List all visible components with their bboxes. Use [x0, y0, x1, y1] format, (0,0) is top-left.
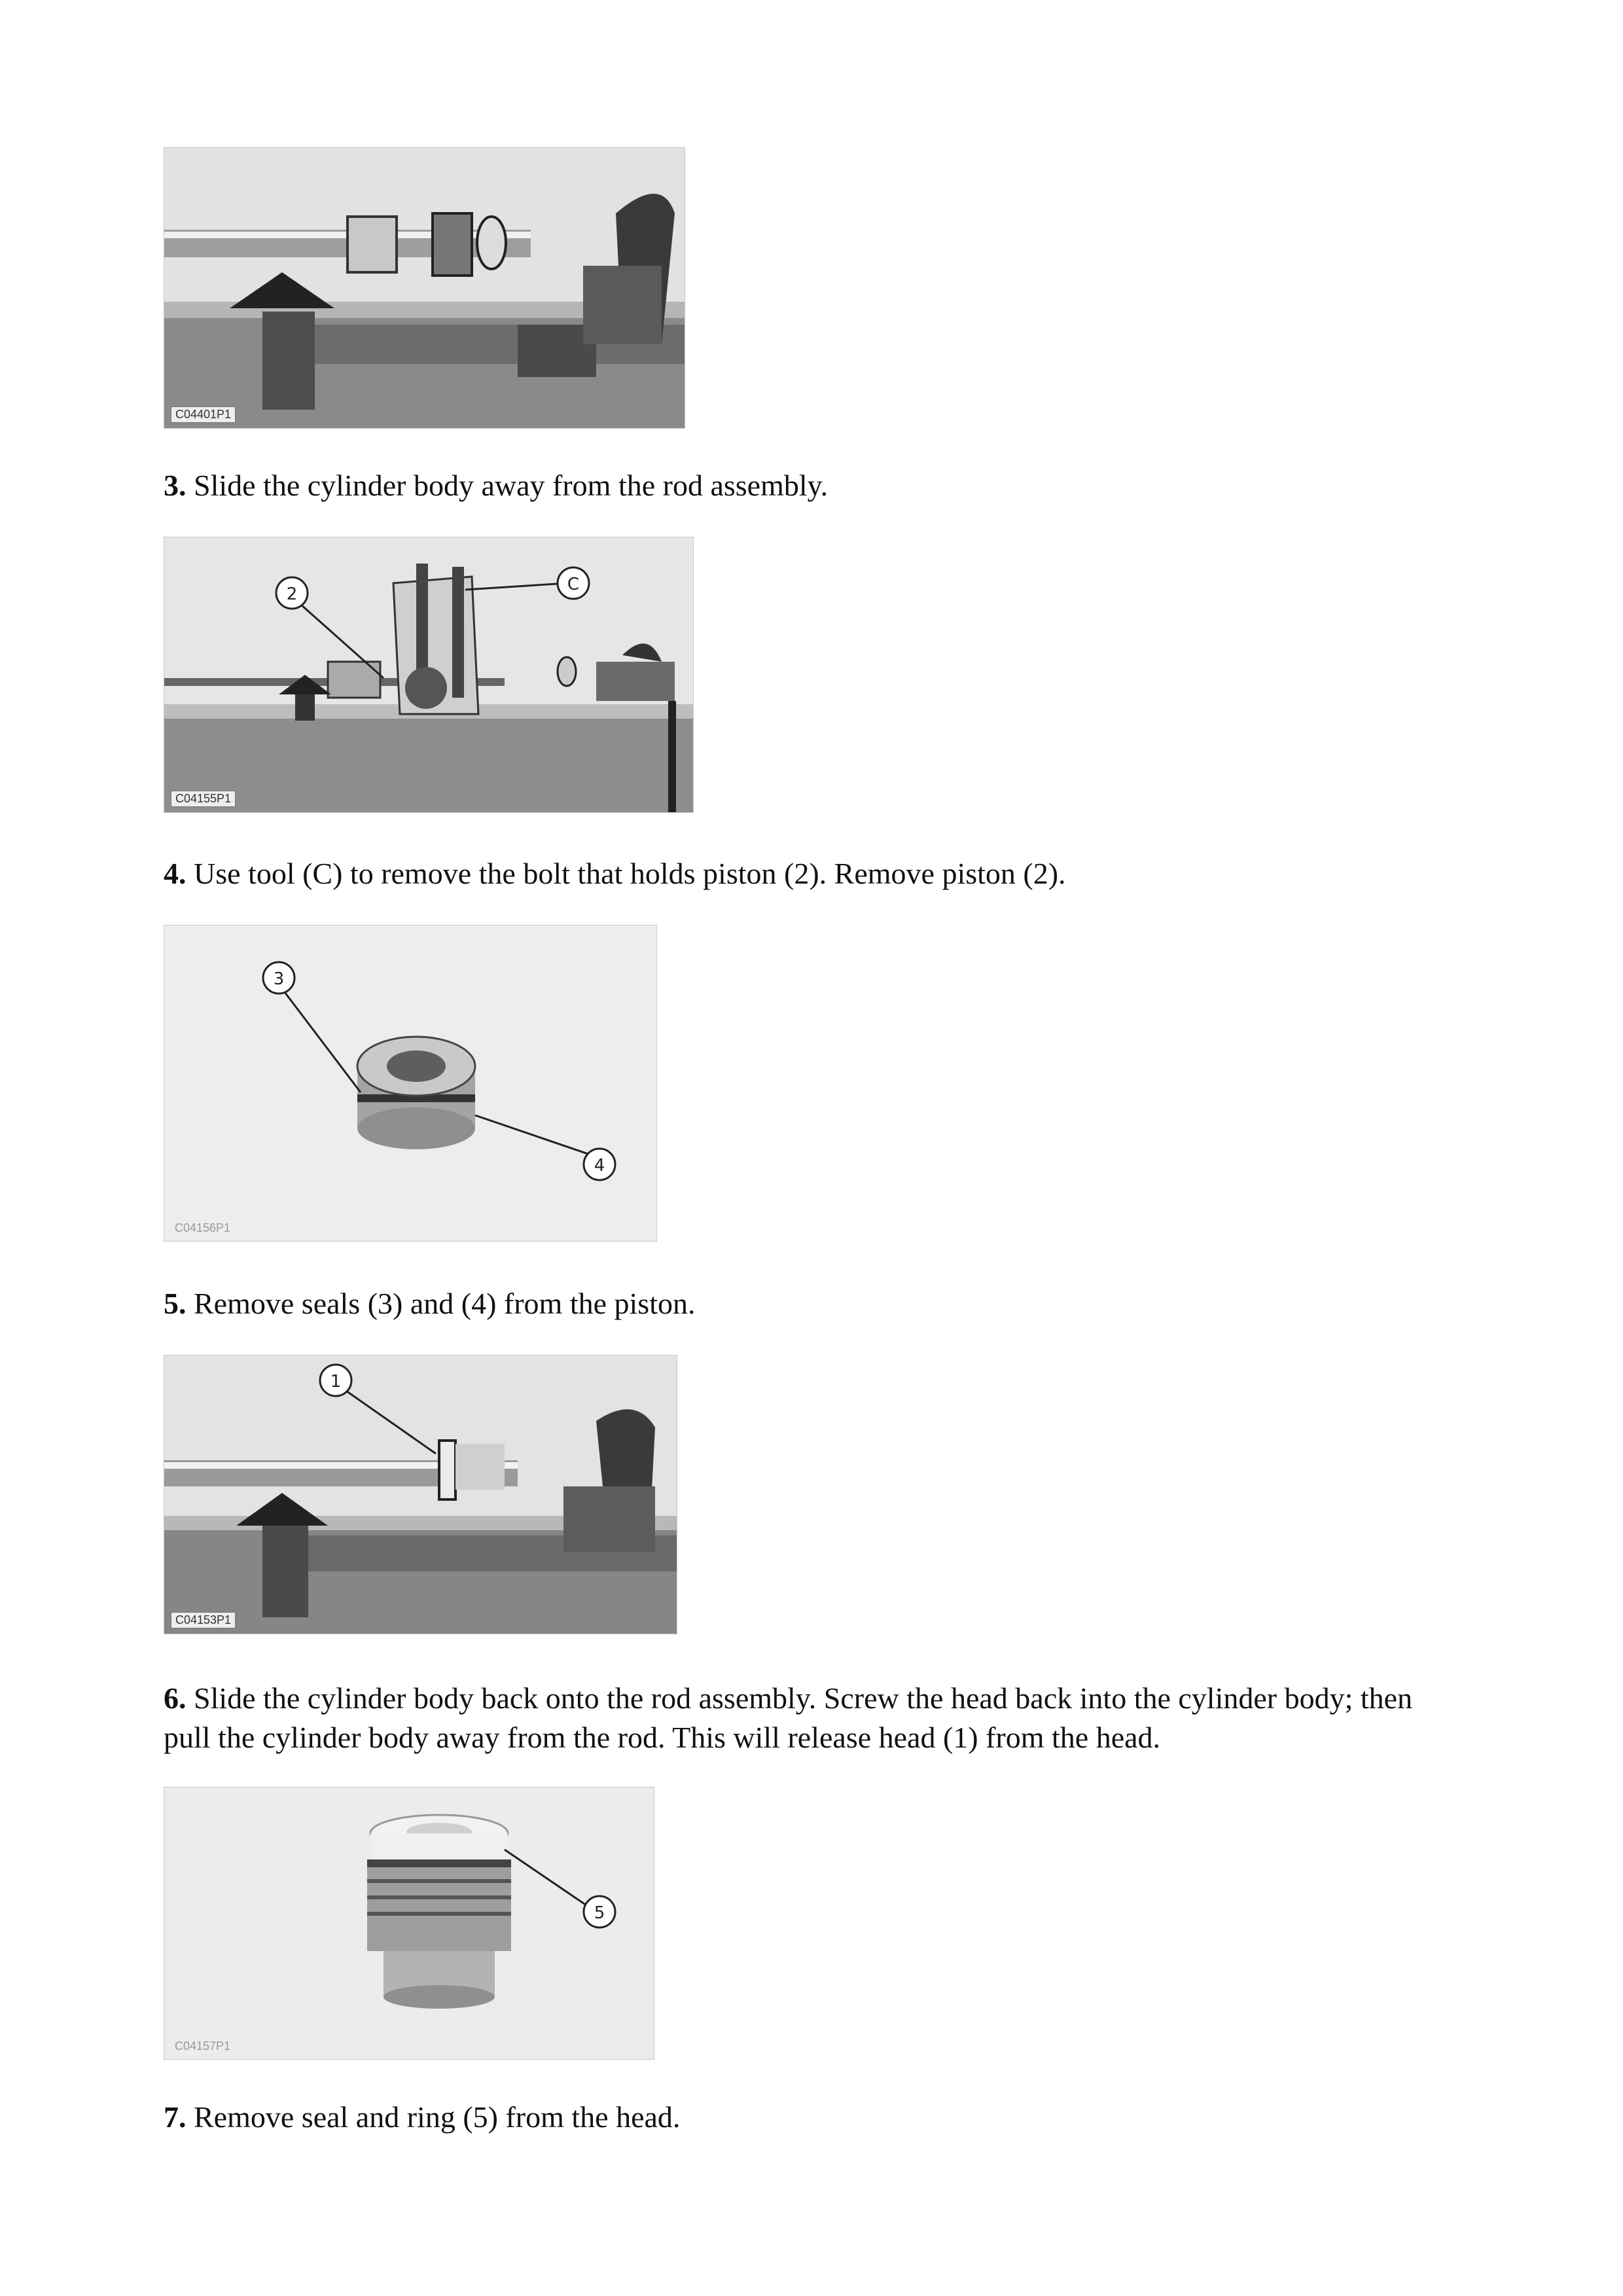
callout-c: C — [567, 575, 580, 594]
step-text: Remove seal and ring (5) from the head. — [194, 2100, 681, 2134]
step-5 — [164, 1284, 1466, 1323]
step-text: Slide the cylinder body away from the rod assembly. — [194, 469, 829, 502]
figure-code: C04156P1 — [175, 1221, 231, 1234]
step-number: 3. — [164, 469, 187, 502]
figure-piston-removal-tool — [164, 537, 694, 813]
figure-code: C04401P1 — [171, 406, 236, 423]
step-number: 6. — [164, 1681, 187, 1715]
step-7 — [164, 2098, 1466, 2137]
step-text: Slide the cylinder body back onto the rod assembly. Screw the head back into the cylinder body; then pull the cylinder body away from the rod. This will release head (1) from the head. — [164, 1681, 1413, 1754]
callout-5: 5 — [594, 1903, 605, 1923]
step-3 — [164, 466, 1466, 505]
figure-code: C04153P1 — [171, 1612, 236, 1628]
figure-code: C04155P1 — [171, 791, 236, 807]
step-number: 4. — [164, 857, 187, 890]
step-number: 5. — [164, 1287, 187, 1320]
figure-piston-seals — [164, 925, 657, 1242]
callout-3: 3 — [273, 969, 285, 989]
figure-head-release — [164, 1355, 677, 1634]
step-number: 7. — [164, 2100, 187, 2134]
step-4 — [164, 854, 1466, 893]
callout-1: 1 — [330, 1372, 342, 1391]
step-text: Remove seals (3) and (4) from the piston. — [194, 1287, 696, 1320]
step-6 — [164, 1679, 1466, 1757]
figure-code: C04157P1 — [175, 2039, 231, 2053]
step-text: Use tool (C) to remove the bolt that holds piston (2). Remove piston (2). — [194, 857, 1066, 890]
callout-4: 4 — [594, 1156, 605, 1175]
callout-2: 2 — [286, 584, 298, 604]
figure-rod-assembly-1 — [164, 147, 685, 429]
figure-head-seal-ring — [164, 1787, 654, 2060]
